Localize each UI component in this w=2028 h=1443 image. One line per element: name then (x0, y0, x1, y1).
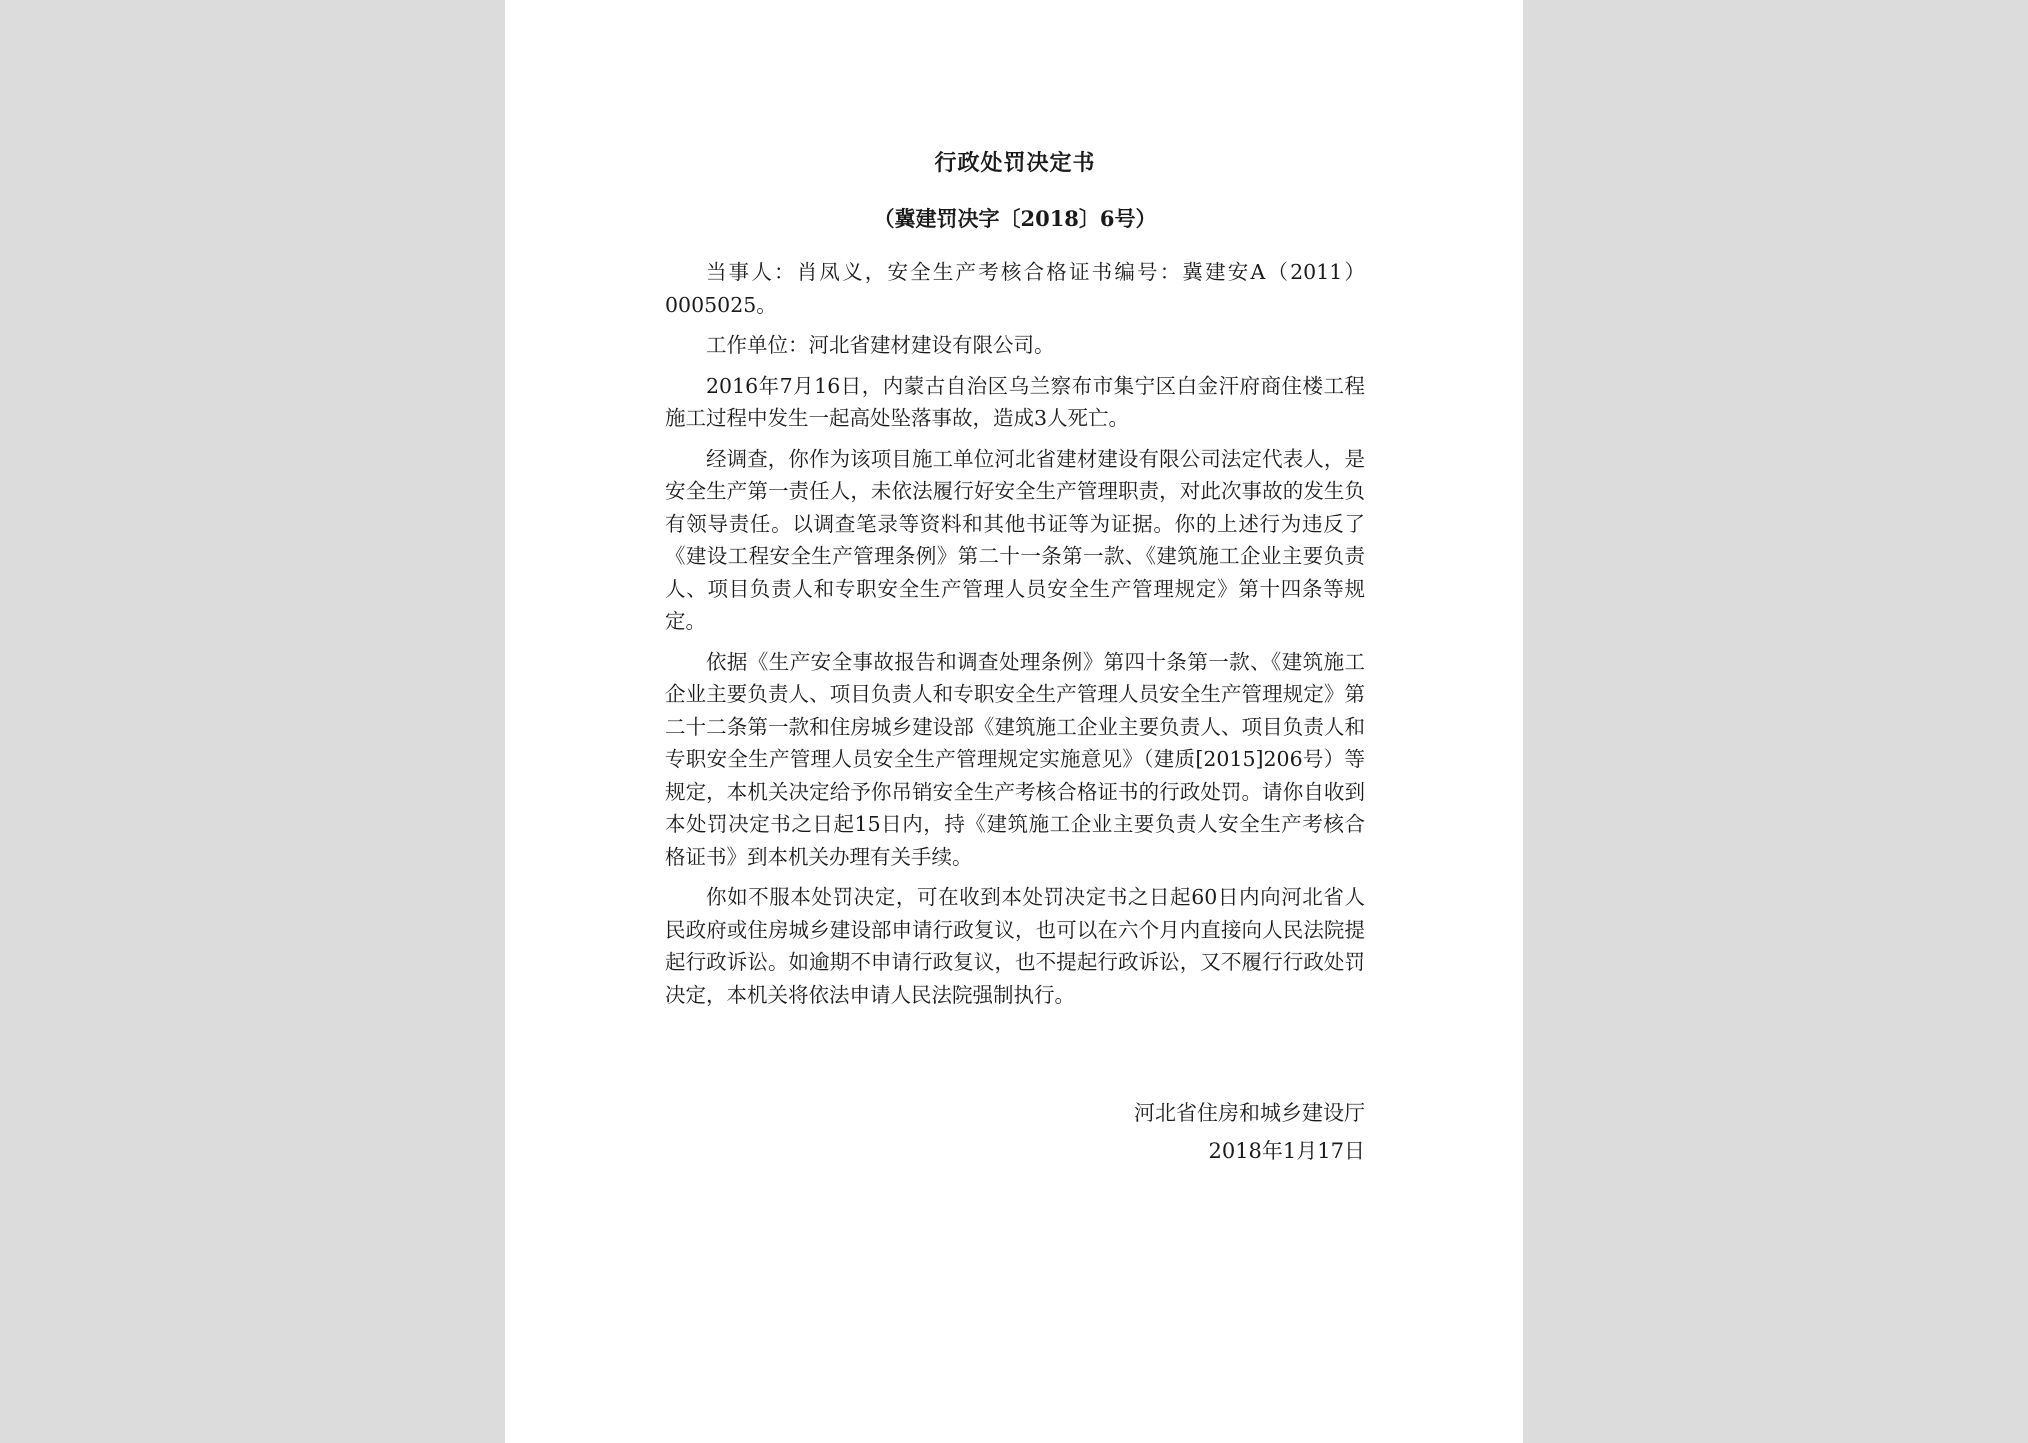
issue-date: 2018年1月17日 (1208, 1139, 1365, 1163)
findings-paragraph: 经调查，你作为该项目施工单位河北省建材建设有限公司法定代表人，是安全生产第一责任人，未依法履行好安全生产管理职责，对此次事故的发生负有领导责任。以调查笔录等资料和其他书证等为证据。你的上述行为违反了《建设工程安全生产管理条例》第二十一条第一款、《建筑施工企业主要负责人、项目负责人和专职安全生产管理人员安全生产管理规定》第十四条等规定。 (665, 446, 1365, 633)
issuer-name: 河北省住房和城乡建设厅 (1134, 1101, 1365, 1125)
document-title: 行政处罚决定书 (934, 150, 1096, 176)
party-paragraph: 当事人：肖凤义，安全生产考核合格证书编号：冀建安A（2011）0005025。 (665, 260, 1365, 317)
employer-paragraph: 工作单位：河北省建材建设有限公司。 (706, 333, 1055, 357)
incident-paragraph: 2016年7月16日，内蒙古自治区乌兰察布市集宁区白金汗府商住楼工程施工过程中发生一起高处坠落事故，造成3人死亡。 (665, 373, 1365, 430)
document-content (665, 146, 1365, 1163)
signature-block (1134, 1094, 1365, 1170)
document-number: （冀建罚决字〔2018〕6号） (873, 206, 1157, 231)
document-page (505, 0, 1523, 1443)
decision-paragraph: 依据《生产安全事故报告和调查处理条例》第四十条第一款、《建筑施工企业主要负责人、项目负责人和专职安全生产管理人员安全生产管理规定》第二十二条第一款和住房城乡建设部《建筑施工企业主要负责人、项目负责人和专职安全生产管理人员安全生产管理规定实施意见》（建质[2015]206号）等规定，本机关决定给予你吊销安全生产考核合格证书的行政处罚。请你自收到本处罚决定书之日起15日内，持《建筑施工企业主要负责人安全生产考核合格证书》到本机关办理有关手续。 (665, 649, 1365, 869)
appeal-paragraph: 你如不服本处罚决定，可在收到本处罚决定书之日起60日内向河北省人民政府或住房城乡建设部申请行政复议，也可以在六个月内直接向人民法院提起行政诉讼。如逾期不申请行政复议，也不提起行政诉讼，又不履行行政处罚决定，本机关将依法申请人民法院强制执行。 (665, 885, 1365, 1007)
